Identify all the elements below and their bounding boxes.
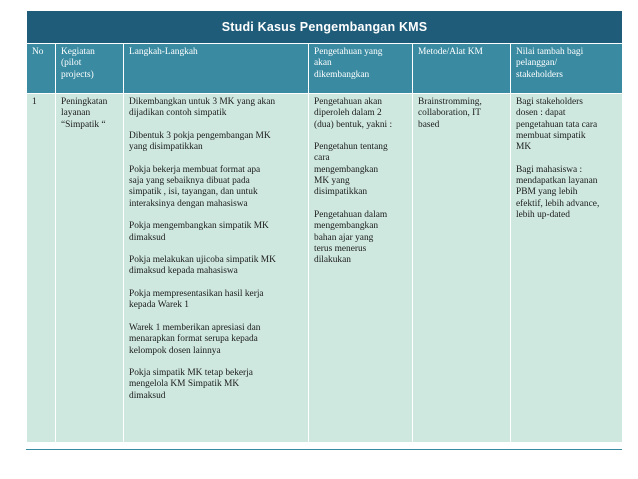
table-title: Studi Kasus Pengembangan KMS — [27, 11, 623, 44]
nilai-item: Bagi mahasiswa : mendapatkan layanan PBM yang lebih efektif, lebih advance, lebih up-dated — [516, 164, 600, 220]
header-kegiatan: Kegiatan (pilot projects) — [56, 44, 124, 94]
langkah-step: Warek 1 memberikan apresiasi dan menarapkan format serupa kepada kelompok dosen lainnya — [129, 322, 261, 356]
header-metode: Metode/Alat KM — [413, 44, 511, 94]
langkah-step: Dikembangkan untuk 3 MK yang akan dijadikan contoh simpatik — [129, 97, 276, 119]
langkah-step: Pokja melakukan ujicoba simpatik MK dimaksud kepada mahasiswa — [129, 255, 276, 277]
cell-langkah — [124, 94, 309, 443]
header-pengetahuan: Pengetahuan yang akan dikembangkan — [309, 44, 413, 94]
header-no: No — [27, 44, 56, 94]
cell-kegiatan: Peningkatan layanan “Simpatik “ — [56, 94, 124, 443]
pengetahuan-item: Pengetahun tentang cara mengembangkan MK yang disimpatikkan — [314, 142, 388, 198]
header-langkah: Langkah-Langkah — [124, 44, 309, 94]
cell-pengetahuan — [309, 94, 413, 443]
langkah-step: Dibentuk 3 pokja pengembangan MK yang disimpatikkan — [129, 130, 271, 153]
langkah-step: Pokja mengembangkan simpatik MK dimaksud — [129, 221, 269, 243]
cell-no: 1 — [27, 94, 56, 443]
header-nilai: Nilai tambah bagi pelanggan/ stakeholders — [511, 44, 623, 94]
kms-case-study-table — [26, 10, 623, 443]
table-bottom-border — [26, 449, 622, 450]
langkah-step: Pokja simpatik MK tetap bekerja mengelola KM Simpatik MK dimaksud — [129, 368, 253, 401]
table-row — [27, 94, 623, 443]
langkah-step: Pokja bekerja membuat format apa saja yang sebaiknya dibuat pada simpatik , isi, tayangan, dan untuk interaksinya dengan mahasiswa — [129, 164, 261, 209]
langkah-step: Pokja mempresentasikan hasil kerja kepada Warek 1 — [129, 289, 264, 311]
cell-metode: Brainstromming, collaboration, IT based — [413, 94, 511, 443]
header-row — [27, 44, 623, 94]
pengetahuan-item: Pengetahuan dalam mengembangkan bahan ajar yang terus menerus dilakukan — [314, 209, 388, 266]
pengetahuan-item: Pengetahuan akan diperoleh dalam 2 (dua) bentuk, yakni : — [314, 97, 393, 130]
nilai-item: Bagi stakeholders dosen : dapat pengetahuan tata cara membuat simpatik MK — [516, 97, 598, 153]
cell-nilai — [511, 94, 623, 443]
